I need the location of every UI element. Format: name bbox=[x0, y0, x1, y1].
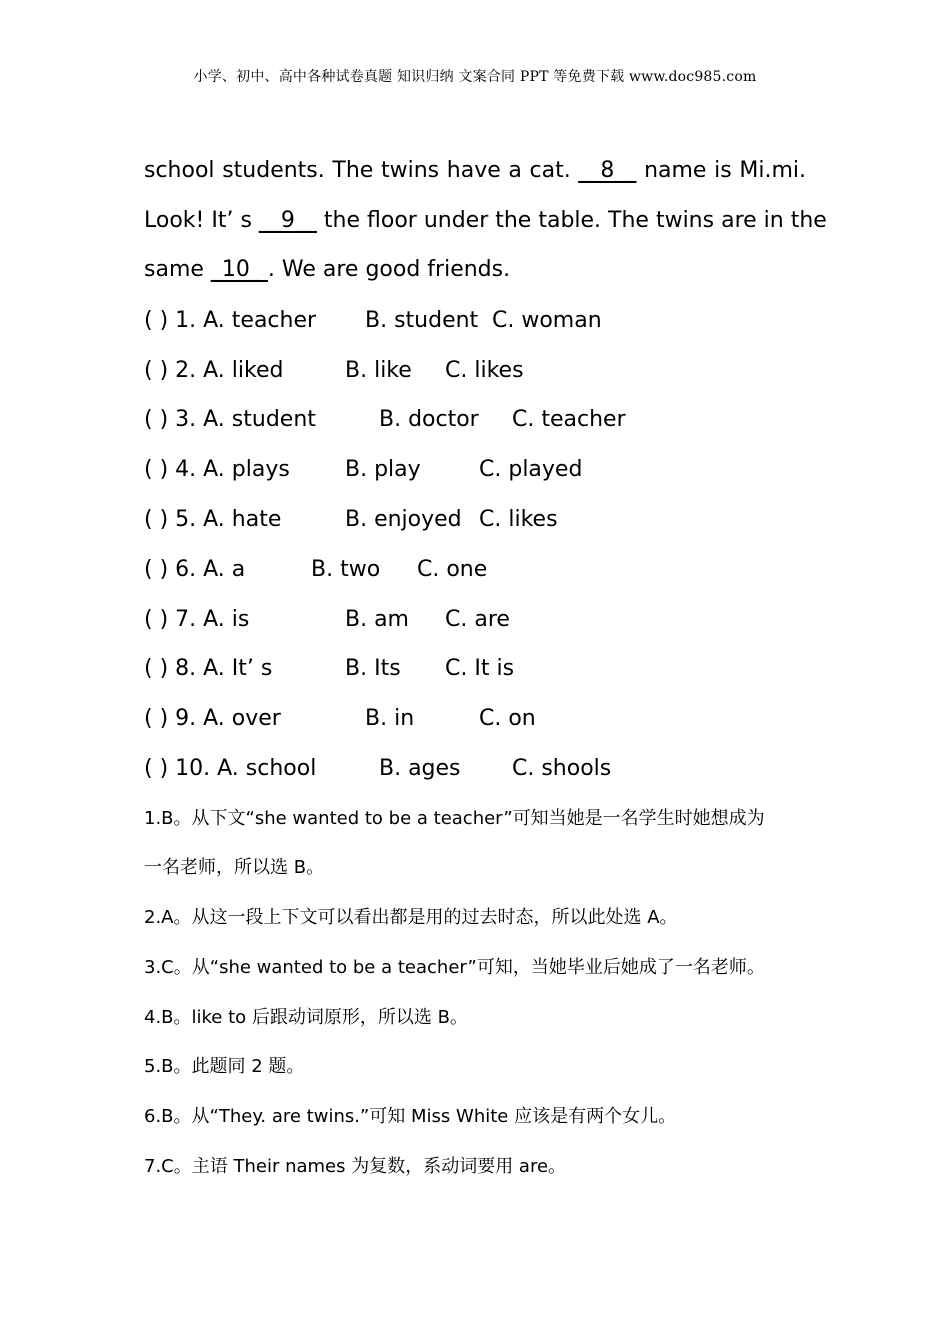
question-prefix: ( ) 10. A. school bbox=[144, 756, 317, 781]
option-b: B. student bbox=[365, 308, 479, 333]
blank-10: _10_ bbox=[210, 257, 268, 282]
option-c: C. It is bbox=[445, 656, 515, 681]
option-b: B. like bbox=[345, 358, 412, 383]
question-prefix: ( ) 2. A. liked bbox=[144, 358, 284, 383]
question-prefix: ( ) 9. A. over bbox=[144, 706, 281, 731]
question-prefix: ( ) 6. A. a bbox=[144, 557, 246, 582]
passage-line-2 bbox=[144, 206, 827, 236]
option-c: C. played bbox=[479, 457, 583, 482]
passage-text: the floor under the table. The twins are in the bbox=[316, 208, 827, 233]
option-c: C. on bbox=[479, 706, 536, 731]
question-prefix: ( ) 8. A. It’ s bbox=[144, 656, 273, 681]
option-b: B. ages bbox=[379, 756, 461, 781]
option-c: C. teacher bbox=[512, 407, 626, 432]
option-c: C. likes bbox=[445, 358, 524, 383]
question-prefix: ( ) 3. A. student bbox=[144, 407, 316, 432]
answer-line-2: 一名老师，所以选 B。 bbox=[144, 857, 325, 878]
answer-line-4: 3.C。从“she wanted to be a teacher”可知，当她毕业后她成了一名老师。 bbox=[144, 957, 765, 978]
option-b: B. enjoyed bbox=[345, 507, 462, 532]
option-c: C. shools bbox=[512, 756, 612, 781]
blank-8: __8__ bbox=[578, 158, 637, 183]
question-prefix: ( ) 7. A. is bbox=[144, 607, 250, 632]
option-b: B. in bbox=[365, 706, 415, 731]
passage-line-3 bbox=[144, 255, 806, 285]
answer-line-7: 6.B。从“They. are twins.”可知 Miss White 应该是有两个女儿。 bbox=[144, 1106, 677, 1127]
answer-line-3: 2.A。从这一段上下文可以看出都是用的过去时态，所以此处选 A。 bbox=[144, 907, 678, 928]
passage-text: same bbox=[144, 257, 211, 282]
option-c: C. woman bbox=[492, 308, 602, 333]
answer-line-8: 7.C。主语 Their names 为复数，系动词要用 are。 bbox=[144, 1156, 567, 1177]
passage-text: school students. The twins have a cat. bbox=[144, 158, 579, 183]
option-b: B. am bbox=[345, 607, 409, 632]
answer-line-6: 5.B。此题同 2 题。 bbox=[144, 1056, 305, 1077]
option-c: C. likes bbox=[479, 507, 558, 532]
option-b: B. play bbox=[345, 457, 421, 482]
option-c: C. are bbox=[445, 607, 510, 632]
passage-text: name is Mi.mi. bbox=[636, 158, 806, 183]
option-b: B. doctor bbox=[379, 407, 479, 432]
option-c: C. one bbox=[417, 557, 488, 582]
option-b: B. two bbox=[311, 557, 381, 582]
question-prefix: ( ) 5. A. hate bbox=[144, 507, 282, 532]
question-prefix: ( ) 4. A. plays bbox=[144, 457, 290, 482]
passage-text: Look! It’ s bbox=[144, 208, 259, 233]
answer-line-5: 4.B。like to 后跟动词原形，所以选 B。 bbox=[144, 1007, 468, 1028]
passage-text: . We are good friends. bbox=[267, 257, 511, 282]
blank-9: __9__ bbox=[258, 208, 317, 233]
option-b: B. Its bbox=[345, 656, 401, 681]
answer-line-1: 1.B。从下文“she wanted to be a teacher”可知当她是一名学生时她想成为 bbox=[144, 808, 765, 829]
page-header-banner: 小学、初中、高中各种试卷真题 知识归纳 文案合同 PPT 等免费下载 www.doc985.com bbox=[193, 69, 757, 85]
question-prefix: ( ) 1. A. teacher bbox=[144, 308, 317, 333]
passage-line-1 bbox=[144, 156, 806, 186]
